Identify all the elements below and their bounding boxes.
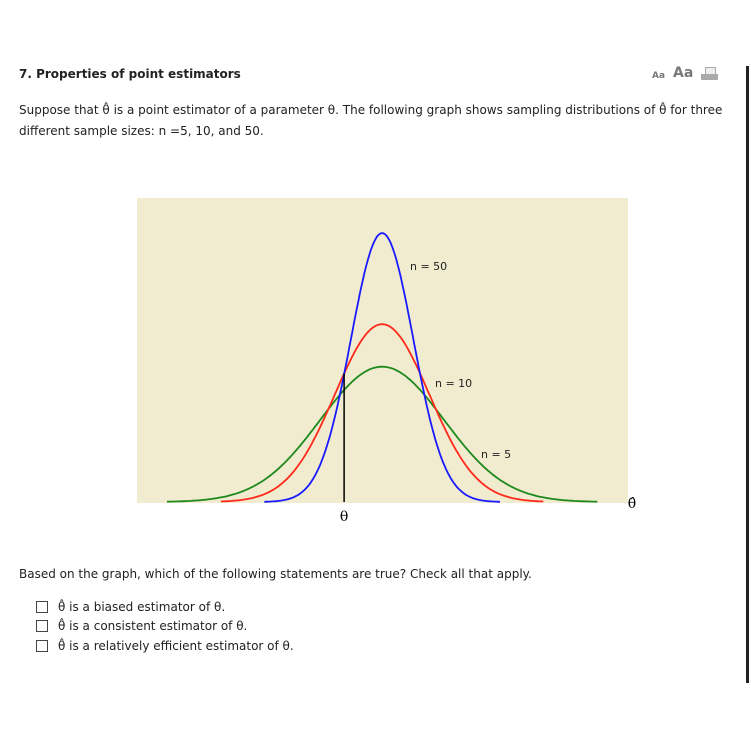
- question-prompt: Based on the graph, which of the following statements are true? Check all that apply.: [19, 567, 532, 581]
- checkbox[interactable]: [36, 620, 48, 632]
- series-label-n10: n = 10: [435, 377, 473, 390]
- option-label: θ̂ is a relatively efficient estimator of θ.: [58, 638, 294, 653]
- option-label: θ̂ is a biased estimator of θ.: [58, 599, 226, 614]
- font-decrease-button[interactable]: Aa: [652, 71, 666, 81]
- question-intro: Suppose that θ̂ is a point estimator of a parameter θ. The following graph shows sampling distributions of θ̂ for three different sample sizes: n =5, 10, and 50.: [19, 103, 723, 138]
- question-title: 7. Properties of point estimators: [19, 67, 241, 81]
- option-consistent[interactable]: [36, 617, 294, 637]
- option-label: θ̂ is a consistent estimator of θ.: [58, 619, 248, 634]
- option-biased[interactable]: [36, 597, 294, 617]
- plot-background: [137, 198, 628, 503]
- series-label-n50: n = 50: [410, 260, 448, 273]
- font-increase-button[interactable]: Aa: [673, 65, 694, 81]
- option-efficient[interactable]: [36, 636, 294, 656]
- checkbox[interactable]: [36, 601, 48, 613]
- checkbox[interactable]: [36, 640, 48, 652]
- x-axis-label: θ̂: [627, 496, 637, 512]
- theta-label: θ: [339, 509, 349, 525]
- answer-options: [36, 597, 294, 656]
- series-label-n5: n = 5: [481, 448, 512, 461]
